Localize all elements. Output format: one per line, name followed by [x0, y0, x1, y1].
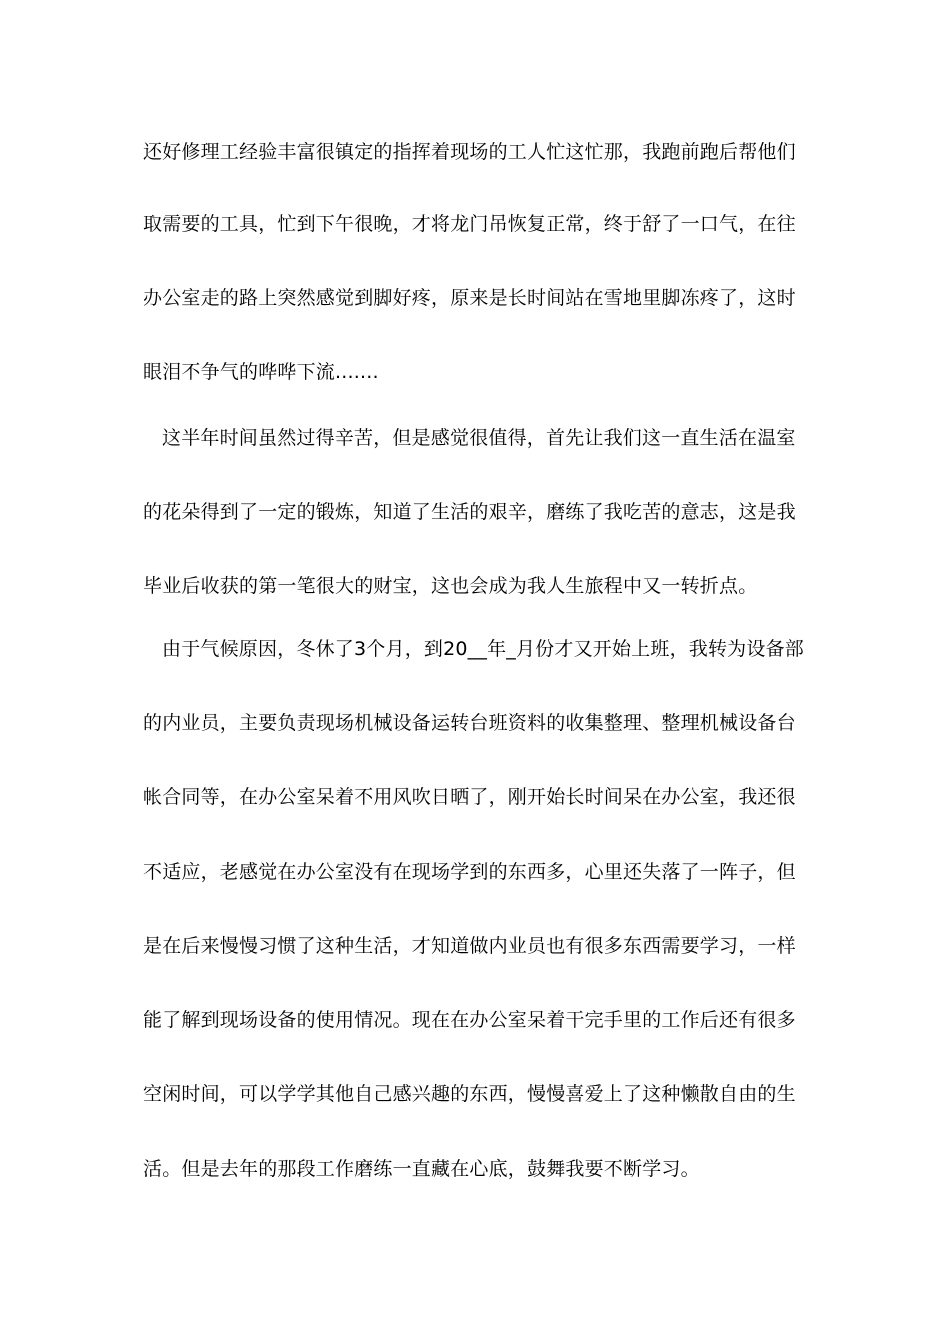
text-line: 还好修理工经验丰富很镇定的指挥着现场的工人忙这忙那，我跑前跑后帮他们 [143, 141, 796, 163]
text-line: 能了解到现场设备的使用情况。现在在办公室呆着干完手里的工作后还有很多 [143, 1009, 796, 1031]
text-line: 眼泪不争气的哗哗下流....... [143, 361, 379, 383]
text-line: 帐合同等，在办公室呆着不用风吹日晒了，刚开始长时间呆在办公室，我还很 [143, 786, 796, 808]
text-line: 的内业员，主要负责现场机械设备运转台班资料的收集整理、整理机械设备台 [143, 712, 796, 734]
text-line: 的花朵得到了一定的锻炼，知道了生活的艰辛，磨练了我吃苦的意志，这是我 [143, 501, 796, 523]
paragraph-start-line: 这半年时间虽然过得辛苦，但是感觉很值得，首先让我们这一直生活在温室 [162, 427, 796, 449]
text-line: 空闲时间，可以学学其他自己感兴趣的东西，慢慢喜爱上了这种懒散自由的生 [143, 1083, 796, 1105]
text-line: 取需要的工具，忙到下午很晚，才将龙门吊恢复正常，终于舒了一口气，在往 [143, 213, 796, 235]
text-line: 毕业后收获的第一笔很大的财宝，这也会成为我人生旅程中又一转折点。 [143, 575, 758, 597]
text-line: 活。但是去年的那段工作磨练一直藏在心底，鼓舞我要不断学习。 [143, 1158, 700, 1180]
text-line: 是在后来慢慢习惯了这种生活，才知道做内业员也有很多东西需要学习，一样 [143, 935, 796, 957]
paragraph-start-line: 由于气候原因，冬休了3个月，到20__年_月份才又开始上班，我转为设备部 [162, 638, 804, 660]
text-line: 不适应，老感觉在办公室没有在现场学到的东西多，心里还失落了一阵子，但 [143, 861, 796, 883]
text-line: 办公室走的路上突然感觉到脚好疼，原来是长时间站在雪地里脚冻疼了，这时 [143, 287, 796, 309]
